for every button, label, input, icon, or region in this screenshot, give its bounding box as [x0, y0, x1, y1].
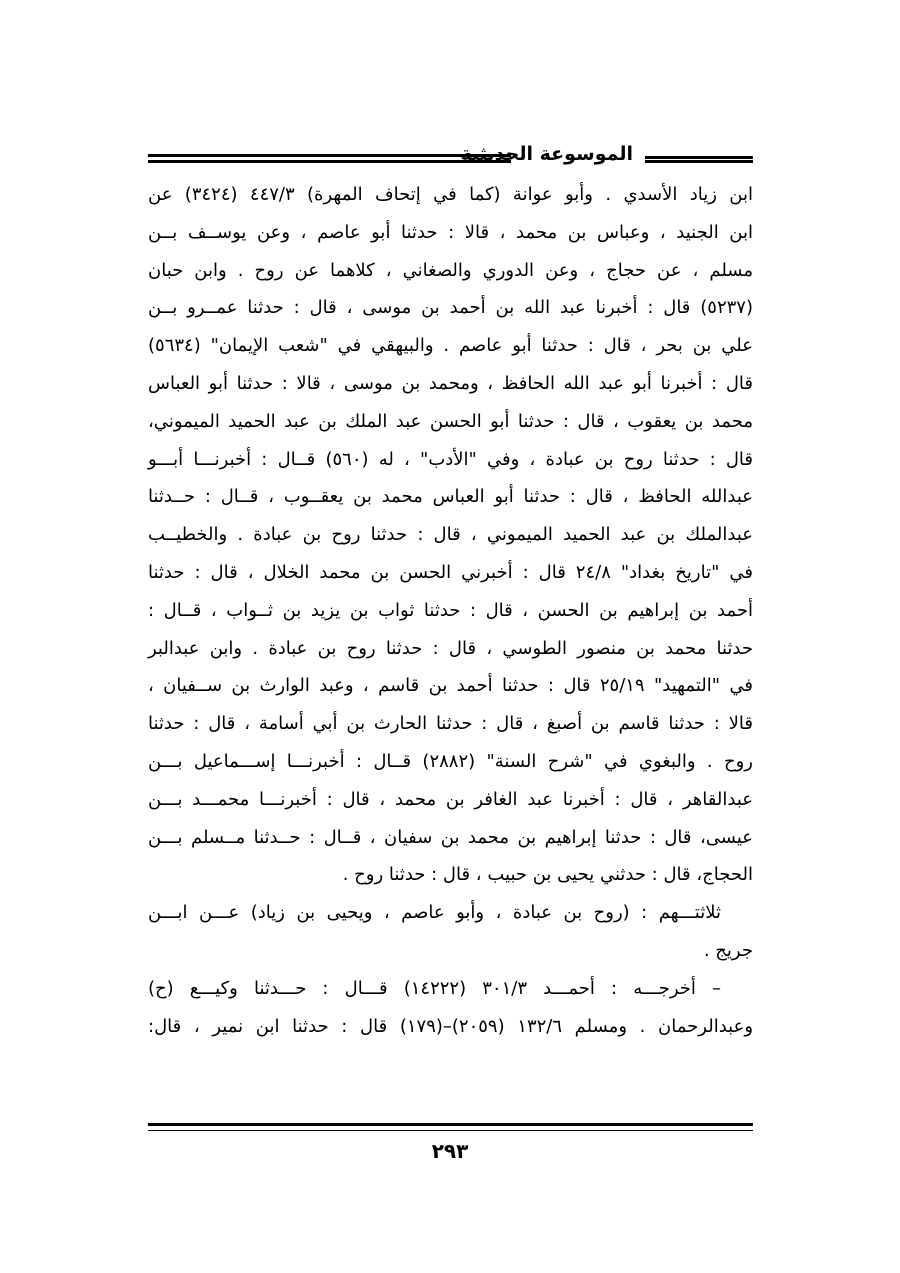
- text-line: ثلاثتـــهم : (روح بن عبادة ، وأبو عاصم ، ويحيى بن زياد) عـــن ابـــن: [148, 902, 721, 924]
- text-line: وعبدالرحمان . ومسلم ١٣٢/٦ (٢٠٥٩)–(١٧٩) قال : حدثنا ابن نمير ، قال:: [148, 1015, 754, 1037]
- text-line: في "التمهيد" ٢٥/١٩ قال : حدثنا أحمد بن قاسم ، وعبد الوارث بن ســفيان ،: [148, 675, 753, 697]
- header-rule-right: [645, 156, 753, 163]
- text-line: (٥٢٣٧) قال : أخبرنا عبد الله بن أحمد بن موسى ، قال : حدثنا عمــرو بــن: [148, 297, 753, 319]
- text-line: قال : حدثنا روح بن عبادة ، وفي "الأدب" ، له (٥٦٠) قــال : أخبرنـــا أبـــو: [148, 448, 754, 470]
- text-line: عيسى، قال : حدثنا إبراهيم بن محمد بن سفيان ، قــال : حــدثنا مــسلم بـــن: [148, 826, 753, 848]
- running-header: [148, 140, 753, 176]
- text-line: جريج .: [703, 939, 753, 961]
- text-line: حدثنا محمد بن منصور الطوسي ، قال : حدثنا روح بن عبادة . وابن عبدالبر: [148, 637, 753, 659]
- text-line: قالا : حدثنا قاسم بن أصبغ ، قال : حدثنا الحارث بن أبي أسامة ، قال : حدثنا: [148, 713, 753, 735]
- text-line: عبدالله الحافظ ، قال : حدثنا أبو العباس محمد بن يعقــوب ، قــال : حــدثنا: [148, 486, 753, 508]
- text-line: عبدالقاهر ، قال : أخبرنا عبد الغافر بن محمد ، قال : أخبرنـــا محمـــد بـــن: [148, 788, 753, 810]
- text-line: علي بن بحر ، قال : حدثنا أبو عاصم . والبيهقي في "شعب الإيمان" (٥٦٣٤): [148, 335, 753, 357]
- body-text: [148, 176, 753, 1045]
- text-line: الحجاج، قال : حدثني يحيى بن حبيب ، قال : حدثنا روح .: [342, 864, 753, 886]
- text-line: ابن الجنيد ، وعباس بن محمد ، قالا : حدثنا أبو عاصم ، وعن يوســف بــن: [148, 221, 753, 243]
- text-line: عبدالملك بن عبد الحميد الميموني ، قال : حدثنا روح بن عبادة . والخطيــب: [148, 524, 753, 546]
- header-title: الموسوعة الحديثية: [460, 143, 633, 165]
- text-line: ابن زياد الأسدي . وأبو عوانة (كما في إتحاف المهرة) ٤٤٧/٣ (٣٤٢٤) عن: [148, 184, 753, 205]
- text-line: أحمد بن إبراهيم بن الحسن ، قال : حدثنا ثواب بن يزيد بن ثــواب ، قــال :: [148, 599, 753, 621]
- footer-rule: [148, 1123, 753, 1131]
- header-rule-left: [148, 154, 511, 163]
- text-line: – أخرجـــه : أحمـــد ٣٠١/٣ (١٤٢٢٢) قـــال : حـــدثنا وكيـــع (ح): [148, 977, 721, 999]
- text-line: قال : أخبرنا أبو عبد الله الحافظ ، ومحمد بن موسى ، قالا : حدثنا أبو العباس: [148, 372, 753, 394]
- text-line: في "تاريخ بغداد" ٢٤/٨ قال : أخبرني الحسن بن محمد الخلال ، قال : حدثنا: [148, 561, 753, 583]
- text-line: روح . والبغوي في "شرح السنة" (٢٨٨٢) قــال : أخبرنـــا إســـماعيل بـــن: [148, 750, 753, 772]
- text-line: محمد بن يعقوب ، قال : حدثنا أبو الحسن عبد الملك بن عبد الحميد الميموني،: [148, 410, 753, 432]
- page-number: ٢٩٣: [431, 1139, 469, 1163]
- text-line: مسلم ، عن حجاج ، وعن الدوري والصغاني ، كلاهما عن روح . وابن حبان: [148, 259, 753, 281]
